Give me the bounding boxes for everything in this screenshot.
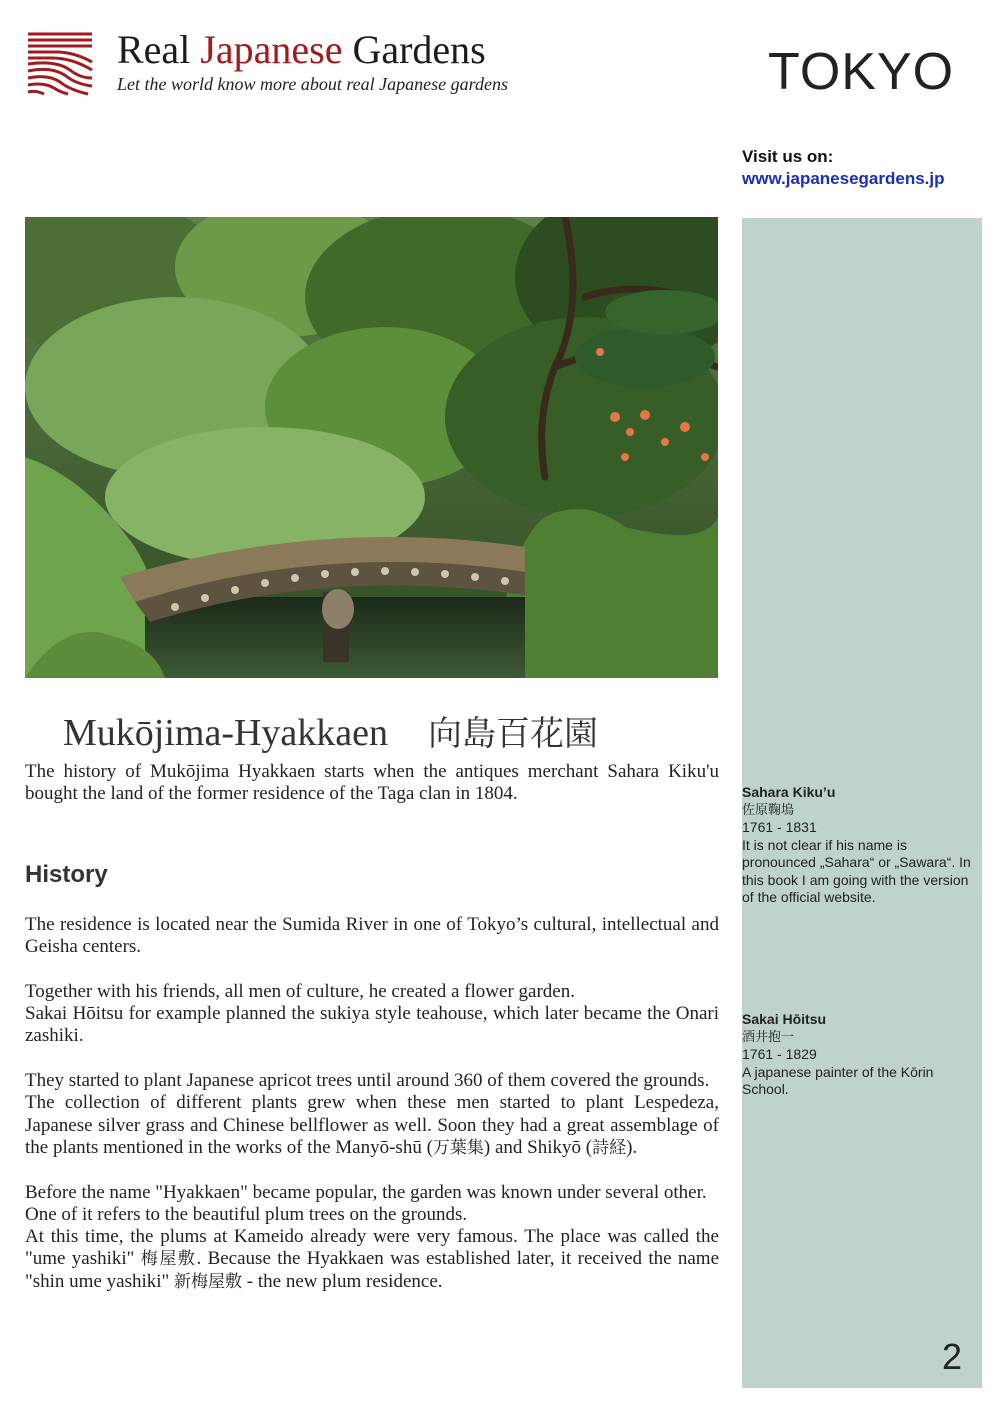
note-name: Sahara Kiku’u [742,784,836,800]
note-years: 1761 - 1831 [742,819,817,835]
brand-tagline: Let the world know more about real Japanese gardens [117,74,508,94]
paragraph: One of it refers to the beautiful plum trees on the grounds. [25,1203,468,1225]
garden-bridge-photo [25,217,718,678]
visit-label: Visit us on: [742,147,834,166]
sidebar-note-sakai [742,1011,977,1099]
brand-title-accent: Japanese [200,27,343,72]
sidebar-note-sahara [742,784,977,907]
note-name: Sakai Hōitsu [742,1011,827,1027]
brand [117,28,508,95]
note-name-jp: 酒井抱一 [742,1029,795,1045]
section-heading-history: History [25,861,108,888]
paragraph: They started to plant Japanese apricot trees until around 360 of them covered the grounds. [25,1070,710,1092]
article-title-jp: 向島百花園 [428,714,599,754]
intro-text [25,761,719,806]
paragraph: Sakai Hōitsu for example planned the sukiya style teahouse, which later became the Onari zashiki. [25,1003,719,1047]
city-heading: TOKYO [768,43,955,101]
note-text: A japanese painter of the Kōrin School. [742,1063,934,1097]
paragraph: The residence is located near the Sumida River in one of Tokyo’s cultural, intellectual and Geisha centers. [25,914,719,958]
logo-wave-icon [26,30,94,96]
paragraph: Together with his friends, all men of culture, he created a flower garden. [25,980,575,1002]
note-years: 1761 - 1829 [742,1046,817,1062]
paragraph: At this time, the plums at Kameido already were very famous. The place was called the "ume yashiki" 梅屋敷. Because the Hyakkaen was established later, it received the name "shin ume yashiki" 新梅屋敷 - the new plum residence. [25,1226,720,1292]
brand-title: Real Japanese Gardens [117,27,486,72]
article-title-en: Mukōjima-Hyakkaen [63,712,389,754]
article-title [63,706,598,755]
website-link[interactable]: www.japanesegardens.jp [742,169,945,188]
intro-paragraph: The history of Mukōjima Hyakkaen starts when the antiques merchant Sahara Kiku'u bought the land of the former residence of the Taga clan in 1804. [25,761,719,805]
note-text: It is not clear if his name is pronounced „Sahara“ or „Sawara“. In this book I am going with the version of the official website. [742,836,971,905]
page-number: 2 [942,1336,963,1377]
note-name-jp: 佐原鞠塢 [742,802,795,818]
paragraph: The collection of different plants grew when these men started to plant Lespedeza, Japanese silver grass and Chinese bellflower as well. Soon they had a great assemblage of the plants mentioned in the works of the Manyō-shū (万葉集) and Shikyō (詩経). [25,1092,719,1158]
article-body [25,914,719,1293]
paragraph: Before the name "Hyakkaen" became popular, the garden was known under several other. [25,1181,707,1203]
visit-block [742,147,945,189]
